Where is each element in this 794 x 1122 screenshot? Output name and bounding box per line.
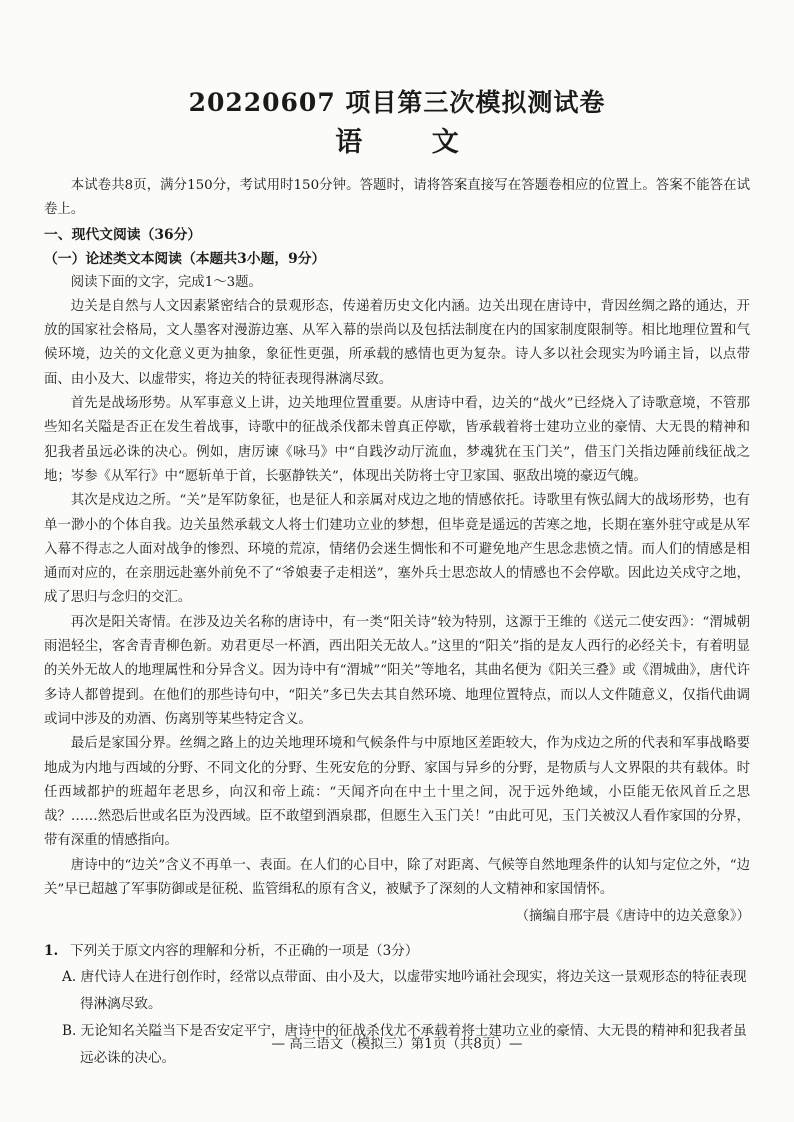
page-footer: — 高三语文（模拟三）第1页（共8页）—	[271, 1036, 523, 1052]
question-1	[44, 938, 750, 1072]
question-1-option-b: B. 无论知名关隘当下是否安定平宁，唐诗中的征战杀伐尤不承载着将士建功立业的豪情、大无畏的精神和犯我者虽远必诛的决心。	[62, 1023, 747, 1067]
passage-paragraph-4: 再次是阳关寄情。在涉及边关名称的唐诗中，有一类“阳关诗”较为特别，这源于王维的《送元二使安西》：“渭城朝雨浥轻尘，客舍青青柳色新。劝君更尽一杯酒，西出阳关无故人。”这里的“阳关”指的是友人西行的必经关卡，有着明显的关外无故人的地理属性和分异含义。因为诗中有“渭城”“阳关”等地名，其曲名便为《阳关三叠》或《渭城曲》，唐代许多诗人都曾提到。在他们的那些诗句中，“阳关”多已失去其自然环境、地理位置特点，而以人文件随意义，仅指代曲调或词中涉及的劝酒、伤离别等某些特定含义。	[44, 614, 750, 727]
passage-paragraph-2: 首先是战场形势。从军事意义上讲，边关地理位置重要。从唐诗中看，边关的“战火”已经烧入了诗歌意境，不管那些知名关隘是否正在发生着战事，诗歌中的征战杀伐都未曾真正停歇，皆承载着将士建功立业的豪情、大无畏的精神和犯我者虽远必诛的决心。例如，唐厉谏《咏马》中“自践汐动厅流血，梦魂犹在玉门关”，借玉门关指边陲前线征战之地；岑参《从军行》中“愿斩单于首，长驱静铁关”，体现出关防将士守卫家国、驱敌出境的豪迈气魄。	[44, 396, 750, 484]
section-subheading: （一）论述类文本阅读（本题共3小题，9分）	[44, 250, 326, 267]
reading-passage	[44, 295, 750, 902]
exam-title: 20220607 项目第三次模拟测试卷	[188, 88, 606, 117]
passage-paragraph-1: 边关是自然与人文因素紧密结合的景观形态，传递着历史文化内涵。边关出现在唐诗中，背因丝绸之路的通达，开放的国家社会格局，文人墨客对漫游边塞、从军入幕的崇尚以及包括法制度在内的国家制度限制等。相比地理位置和气候环境，边关的文化意义更为抽象，象征性更强，所承载的感情也更为复杂。诗人多以社会现实为吟诵主旨，以点带面、由小及大、以虚带实，将边关的特征表现得淋漓尽致。	[44, 298, 750, 387]
section-heading: 一、现代文阅读（36分）	[44, 226, 202, 243]
passage-paragraph-5: 最后是家国分界。丝绸之路上的边关地理环境和气候条件与中原地区差距较大，作为戍边之所的代表和军事战略要地成为内地与西域的分野、不同文化的分野、生死安危的分野、家国与异乡的分野，是物质与人文界限的共有载体。时任西域都护的班超年老思乡，向汉和帝上疏：“天闻齐向在中土十里之间，况于远外绝域，小臣能无依风首丘之思哉？……然恐后世或名臣为没西域。臣不敢望到酒泉郡，但愿生入玉门关！”由此可见，玉门关被汉人看作家国的分界，带有深重的情感指向。	[44, 736, 750, 849]
passage-source: （摘编自邢宇晨《唐诗中的边关意象》）	[515, 909, 750, 925]
exam-instructions: 本试卷共8页，满分150分，考试用时150分钟。答题时，请将答案直接写在答题卷相应的位置上。答案不能答在试卷上。	[44, 178, 750, 218]
question-1-stem	[44, 938, 750, 964]
subject-title: 语 文	[335, 127, 489, 158]
passage-paragraph-6: 唐诗中的“边关”含义不再单一、表面。在人们的心目中，除了对距离、气候等自然地理条件的认知与定位之外，“边关”早已超越了军事防御或是征税、监管缉私的原有含义，被赋予了深刻的人文精神和家国情怀。	[44, 857, 750, 898]
question-1-option-a: A. 唐代诗人在进行创作时，经常以点带面、由小及大，以虚带实地吟诵社会现实，将边关这一景观形态的特征表现得淋漓尽致。	[62, 969, 747, 1013]
question-1-number: 1.	[44, 943, 59, 960]
question-1-text: 下列关于原文内容的理解和分析，不正确的一项是（3分）	[70, 943, 419, 960]
passage-paragraph-3: 其次是戍边之所。“关”是军防象征，也是征人和亲属对戍边之地的情感依托。诗歌里有恢弘阔大的战场形势，也有单一渺小的个体自我。边关虽然承载文人将士们建功立业的梦想，但毕竟是遥远的苦寒之地，长期在塞外驻守或是从军入幕不得志之人面对战争的惨烈、环境的荒凉，情绪仍会迷生惆怅和不可避免地产生思念悲愤之情。而人们的情感是相通而对应的，在亲朋远赴塞外前免不了“爷娘妻子走相送”，塞外兵士思恋故人的情感也不会停歇。因此边关戍守之地，成了思归与念归的交汇。	[44, 493, 750, 606]
reading-prompt: 阅读下面的文字，完成1～3题。	[70, 274, 262, 290]
